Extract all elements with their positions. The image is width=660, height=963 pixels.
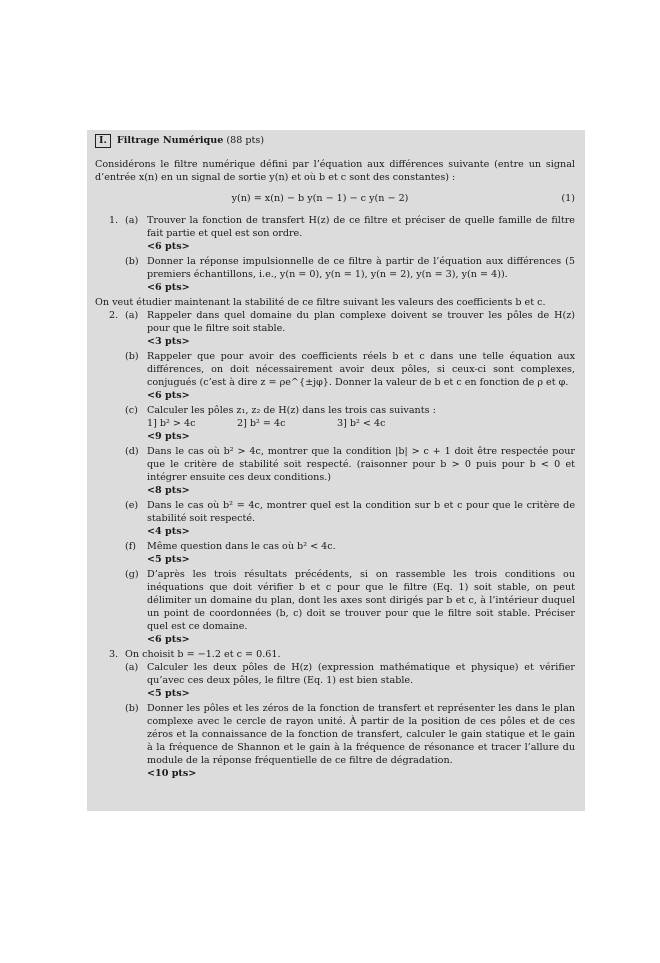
difference-equation: y(n) = x(n) − b y(n − 1) − c y(n − 2)	[231, 193, 409, 204]
question-text: Calculer les deux pôles de H(z) (expression mathématique et physique) et vérifier qu’avec ces deux pôles, le filtre (Eq. 1) est bien stable.	[147, 662, 575, 686]
points-badge: <5 pts>	[147, 688, 190, 699]
section-title: Filtrage Numérique	[116, 135, 224, 146]
cases-row	[147, 417, 575, 430]
exam-content	[95, 134, 575, 782]
points-badge: <6 pts>	[147, 634, 190, 645]
question-text: Calculer les pôles z₁, z₂ de H(z) dans les trois cas suivants :	[147, 405, 436, 416]
points-badge: <4 pts>	[147, 526, 190, 537]
points-badge: <3 pts>	[147, 336, 190, 347]
question-2c	[125, 404, 575, 443]
question-text: Donner les pôles et les zéros de la fonction de transfert et représenter les dans le plan complexe avec le cercle de rayon unité. À partir de la position de ces pôles et de ces zéros et la connaissance de la fonction de transfert, calculer le gain statique et le gain à la fréquence de Shannon et le gain à la fréquence de résonance et tracer l’allure du module de la réponse fréquentielle de ce filtre de dégradation.	[147, 703, 575, 766]
question-2a	[125, 309, 575, 348]
question-3a	[125, 661, 575, 700]
points-badge: <10 pts>	[147, 768, 197, 779]
question-2b	[125, 350, 575, 402]
case-1: 1] b² > 4c	[147, 418, 196, 429]
exam-page	[87, 130, 585, 811]
case-3: 3] b² < 4c	[337, 418, 386, 429]
question-2g	[125, 568, 575, 646]
question-number: 2.	[109, 310, 119, 321]
equation-block	[95, 190, 575, 208]
question-text: Même question dans le cas où b² < 4c.	[147, 541, 336, 552]
sub-label: (b)	[125, 256, 139, 267]
sub-label: (b)	[125, 351, 139, 362]
section-points: (88 pts)	[226, 135, 265, 146]
question-3	[95, 648, 575, 780]
question-number: 1.	[109, 215, 119, 226]
transition-paragraph: On veut étudier maintenant la stabilité de ce filtre suivant les valeurs des coefficients b et c.	[95, 297, 546, 308]
sub-label: (e)	[125, 500, 139, 511]
question-text: Trouver la fonction de transfert H(z) de ce filtre et préciser de quelle famille de filtre fait partie et quel est son ordre.	[147, 215, 575, 239]
sub-label: (a)	[125, 310, 139, 321]
points-badge: <6 pts>	[147, 241, 190, 252]
points-badge: <6 pts>	[147, 390, 190, 401]
sub-label: (b)	[125, 703, 139, 714]
sub-label: (f)	[125, 541, 137, 552]
question-3-intro: On choisit b = −1.2 et c = 0.61.	[125, 649, 281, 660]
points-badge: <6 pts>	[147, 282, 190, 293]
question-number: 3.	[109, 649, 119, 660]
points-badge: <8 pts>	[147, 485, 190, 496]
question-2e	[125, 499, 575, 538]
case-2: 2] b² = 4c	[237, 418, 286, 429]
question-3b	[125, 702, 575, 780]
question-2d	[125, 445, 575, 497]
question-1a	[125, 214, 575, 253]
question-text: Rappeler dans quel domaine du plan complexe doivent se trouver les pôles de H(z) pour que le filtre soit stable.	[147, 310, 575, 334]
section-heading	[95, 134, 575, 148]
question-1b	[125, 255, 575, 294]
sub-label: (d)	[125, 446, 139, 457]
question-text: Rappeler que pour avoir des coefficients réels b et c dans une telle équation aux différences, on doit nécessairement avoir deux pôles, si ceux-ci sont complexes, conjugués (c’est à dire z = ρe^{±jφ}. Donner la valeur de b et c en fonction de ρ et φ.	[147, 351, 575, 388]
section-number: I.	[95, 134, 111, 148]
question-text: Dans le cas où b² > 4c, montrer que la condition |b| > c + 1 doit être respectée pour que le critère de stabilité soit respecté. (raisonner pour b > 0 puis pour b < 0 et intégrer ensuite ces deux conditions.)	[147, 446, 575, 483]
question-1	[95, 214, 575, 294]
question-text: D’après les trois résultats précédents, si on rassemble les trois conditions ou inéquations que doit vérifier b et c pour que le filtre (Eq. 1) soit stable, on peut délimiter un domaine du plan, dont les axes sont dirigés par b et c, à l’intérieur duquel un point de coordonnées (b, c) doit se trouver pour que le filtre soit stable. Préciser quel est ce domaine.	[147, 569, 575, 632]
sub-label: (c)	[125, 405, 138, 416]
points-badge: <5 pts>	[147, 554, 190, 565]
question-2f	[125, 540, 575, 566]
question-text: Donner la réponse impulsionnelle de ce filtre à partir de l’équation aux différences (5 premiers échantillons, i.e., y(n = 0), y(n = 1), y(n = 2), y(n = 3), y(n = 4)).	[147, 256, 575, 280]
intro-paragraph: Considérons le filtre numérique défini par l’équation aux différences suivante (entre un signal d’entrée x(n) en un signal de sortie y(n) et où b et c sont des constantes) :	[95, 159, 575, 183]
sub-label: (g)	[125, 569, 139, 580]
sub-label: (a)	[125, 215, 139, 226]
question-2	[95, 309, 575, 646]
points-badge: <9 pts>	[147, 431, 190, 442]
equation-number: (1)	[561, 193, 575, 204]
question-text: Dans le cas où b² = 4c, montrer quel est la condition sur b et c pour que le critère de stabilité soit respecté.	[147, 500, 575, 524]
sub-label: (a)	[125, 662, 139, 673]
